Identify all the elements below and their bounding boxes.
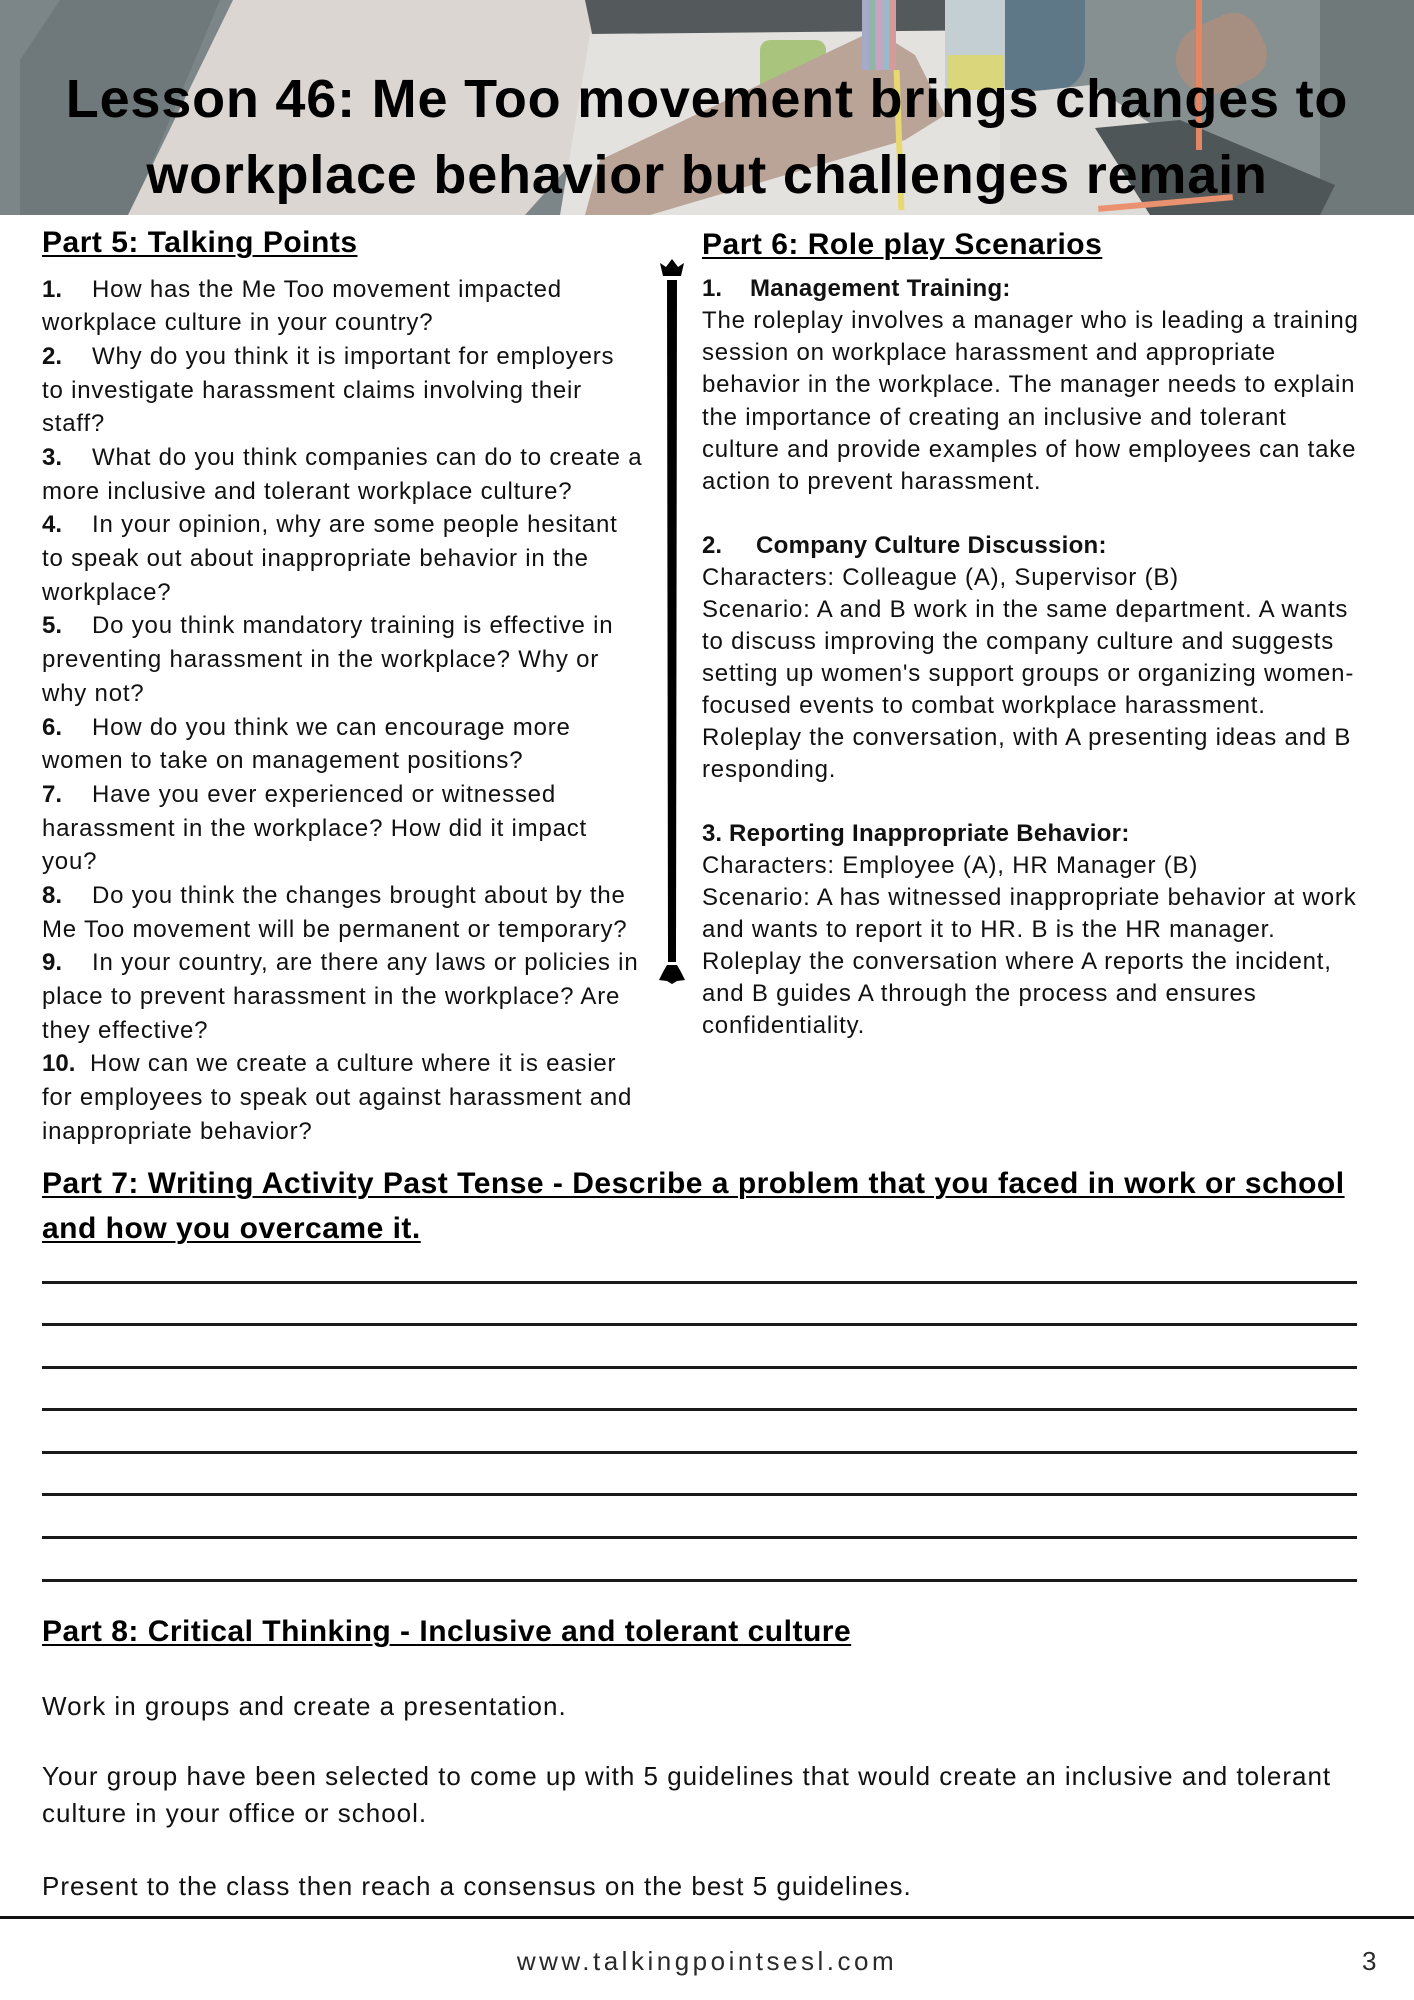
item-text: Do you think the changes brought about by the [92,881,626,909]
item-number: 10. [42,1050,76,1078]
part5-heading: Part 5: Talking Points [42,226,358,259]
answer-line [42,1323,1357,1326]
scenario-characters: Characters: Colleague (A), Supervisor (B) [702,563,1179,591]
item-number: 1. [42,275,63,303]
scenario-text: to discuss improving the company culture and suggests [702,627,1335,655]
item-text: harassment in the workplace? How did it impact [42,814,588,842]
column-divider-icon [657,257,687,984]
talking-point-item [42,879,652,946]
item-number: 7. [42,780,63,808]
talking-point-item [42,711,652,778]
item-text: workplace? [42,578,172,606]
talking-point-item [42,508,652,609]
item-number: 4. [42,511,63,539]
item-number: 3. [42,444,63,472]
scenario-text: Roleplay the conversation, with A presenting ideas and B [702,723,1352,751]
header-photo-pencils [862,0,896,70]
footer-divider [0,1916,1414,1919]
talking-point-item [42,273,652,340]
scenario-text: action to prevent harassment. [702,467,1042,495]
item-text: preventing harassment in the workplace? Why or [42,646,600,674]
part8-heading: Part 8: Critical Thinking - Inclusive and tolerant culture [42,1615,852,1648]
scenario-reporting-behavior [702,818,1392,1042]
part8-paragraph-2 [42,1758,1331,1832]
talking-point-item [42,778,652,879]
item-text: Do you think mandatory training is effective in [92,612,614,640]
scenario-text: the importance of creating an inclusive and tolerant [702,403,1287,431]
answer-line [42,1493,1357,1496]
page-title [0,61,1414,213]
item-number: 9. [42,949,63,977]
part7-heading-line-2: and how you overcame it. [42,1211,421,1245]
item-text: How do you think we can encourage more [92,713,571,741]
scenario-text: The roleplay involves a manager who is leading a training [702,307,1359,335]
scenario-text: focused events to combat workplace harassment. [702,691,1266,719]
item-number: 2. [42,342,63,370]
answer-line [42,1536,1357,1539]
scenario-text: culture and provide examples of how employees can take [702,435,1357,463]
talking-point-item [42,340,652,441]
paragraph-line: Work in groups and create a presentation. [42,1691,567,1721]
talking-points-list [42,273,652,1149]
scenario-number: 3. [702,819,723,847]
scenario-text: responding. [702,755,837,783]
part8-paragraph-1 [42,1688,567,1725]
talking-point-item [42,1047,652,1148]
item-text: for employees to speak out against harassment and [42,1084,633,1112]
item-text: place to prevent harassment in the workplace? Are [42,983,621,1011]
part7-heading [42,1161,1345,1251]
item-text: to investigate harassment claims involving their [42,376,582,404]
header-banner [0,0,1414,215]
scenario-company-culture [702,530,1392,786]
page-number: 3 [1362,1946,1377,1976]
item-text: Me Too movement will be permanent or temporary? [42,915,628,943]
item-text: they effective? [42,1016,209,1044]
scenario-characters: Characters: Employee (A), HR Manager (B) [702,851,1199,879]
item-text: How has the Me Too movement impacted [92,275,562,303]
item-number: 5. [42,612,63,640]
scenario-text: session on workplace harassment and appropriate [702,339,1276,367]
item-text: How can we create a culture where it is easier [90,1050,617,1078]
scenario-number: 1. [702,275,723,303]
title-line-2: workplace behavior but challenges remain [146,145,1268,205]
item-text: to speak out about inappropriate behavior in the [42,545,589,573]
item-text: What do you think companies can do to create a [92,444,643,472]
item-text: In your opinion, why are some people hesitant [92,511,618,539]
answer-line [42,1281,1357,1284]
writing-answer-area [42,1281,1357,1582]
scenario-text: behavior in the workplace. The manager needs to explain [702,371,1356,399]
item-text: staff? [42,410,106,438]
talking-point-item [42,441,652,508]
footer-website: www.talkingpointsesl.com [516,1946,898,1976]
item-text: In your country, are there any laws or policies in [92,949,639,977]
item-text: workplace culture in your country? [42,309,434,337]
item-number: 8. [42,881,63,909]
scenario-text: and B guides A through the process and ensures [702,980,1257,1008]
answer-line [42,1366,1357,1369]
scenario-title: Reporting Inappropriate Behavior: [729,819,1130,847]
answer-line [42,1579,1357,1582]
paragraph-line: culture in your office or school. [42,1798,428,1828]
part7-heading-line-1: Part 7: Writing Activity Past Tense - Describe a problem that you faced in work or school [42,1166,1345,1200]
scenario-title: Management Training: [750,275,1011,303]
scenario-text: setting up women's support groups or organizing women- [702,659,1355,687]
part6-heading: Part 6: Role play Scenarios [702,228,1103,261]
role-play-scenarios [702,273,1392,1042]
talking-point-item [42,609,652,710]
paragraph-line: Present to the class then reach a consensus on the best 5 guidelines. [42,1871,912,1901]
scenario-title: Company Culture Discussion: [756,531,1107,559]
paragraph-line: Your group have been selected to come up with 5 guidelines that would create an inclusive and tolerant [42,1761,1332,1791]
item-text: women to take on management positions? [42,747,524,775]
item-text: more inclusive and tolerant workplace culture? [42,477,573,505]
item-text: why not? [42,679,145,707]
answer-line [42,1451,1357,1454]
item-text: Have you ever experienced or witnessed [92,780,556,808]
scenario-text: and wants to report it to HR. B is the HR manager. [702,916,1276,944]
talking-point-item [42,946,652,1047]
scenario-text: Scenario: A and B work in the same department. A wants [702,595,1349,623]
answer-line [42,1408,1357,1411]
part8-paragraph-3 [42,1868,912,1905]
item-text: inappropriate behavior? [42,1117,313,1145]
scenario-number: 2. [702,531,723,559]
item-text: you? [42,848,98,876]
scenario-text: Roleplay the conversation where A reports the incident, [702,948,1332,976]
scenario-text: confidentiality. [702,1012,866,1040]
title-line-1: Lesson 46: Me Too movement brings changes to [65,69,1349,129]
scenario-management-training [702,273,1392,497]
item-text: Why do you think it is important for employers [92,342,615,370]
scenario-text: Scenario: A has witnessed inappropriate behavior at work [702,883,1357,911]
item-number: 6. [42,713,63,741]
